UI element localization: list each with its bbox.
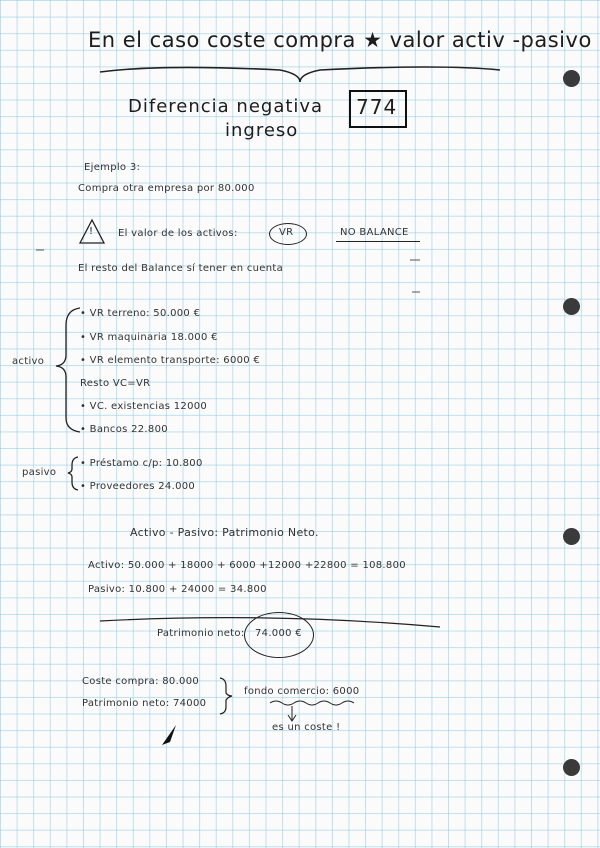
activo-label: activo [12, 356, 45, 367]
account-number: 774 [356, 95, 398, 119]
activo-item: • Bancos 22.800 [80, 424, 168, 435]
vr-circled-text: VR [279, 227, 294, 238]
activo-calculation: Activo: 50.000 + 18000 + 6000 +12000 +22800 = 108.800 [88, 560, 406, 571]
activo-item: • VR maquinaria 18.000 € [80, 332, 218, 343]
section-subheading: ingreso [225, 120, 299, 141]
pasivo-calculation: Pasivo: 10.800 + 24000 = 34.800 [88, 584, 267, 595]
example-label: Ejemplo 3: [84, 162, 141, 173]
activo-item: • VR elemento transporte: 6000 € [80, 355, 261, 366]
patrimonio-neto: Patrimonio neto: 74000 [82, 698, 207, 709]
coste-compra: Coste compra: 80.000 [82, 676, 200, 687]
no-balance-underline [336, 241, 420, 242]
page-title: En el caso coste compra ★ valor activ -pasivo [88, 28, 592, 52]
section-heading: Diferencia negativa [128, 96, 324, 117]
warning-icon: ! [89, 226, 94, 237]
pasivo-item: • Proveedores 24.000 [80, 481, 196, 492]
warning-text: El valor de los activos: [118, 228, 238, 239]
activo-item: • VR terreno: 50.000 € [80, 308, 201, 319]
rest-balance-text: El resto del Balance sí tener en cuenta [78, 263, 284, 274]
activo-item: Resto VC=VR [80, 378, 151, 389]
formula-title: Activo - Pasivo: Patrimonio Neto. [130, 526, 319, 539]
coste-note: es un coste ! [272, 722, 341, 733]
activo-item: • VC. existencias 12000 [80, 401, 208, 412]
example-text: Compra otra empresa por 80.000 [78, 183, 255, 194]
patrimonio-value: 74.000 € [255, 628, 302, 639]
patrimonio-label: Patrimonio neto: [157, 628, 245, 639]
no-balance-note: NO BALANCE [340, 227, 409, 238]
pasivo-item: • Préstamo c/p: 10.800 [80, 458, 203, 469]
pasivo-label: pasivo [22, 467, 57, 478]
fondo-comercio: fondo comercio: 6000 [244, 686, 360, 697]
